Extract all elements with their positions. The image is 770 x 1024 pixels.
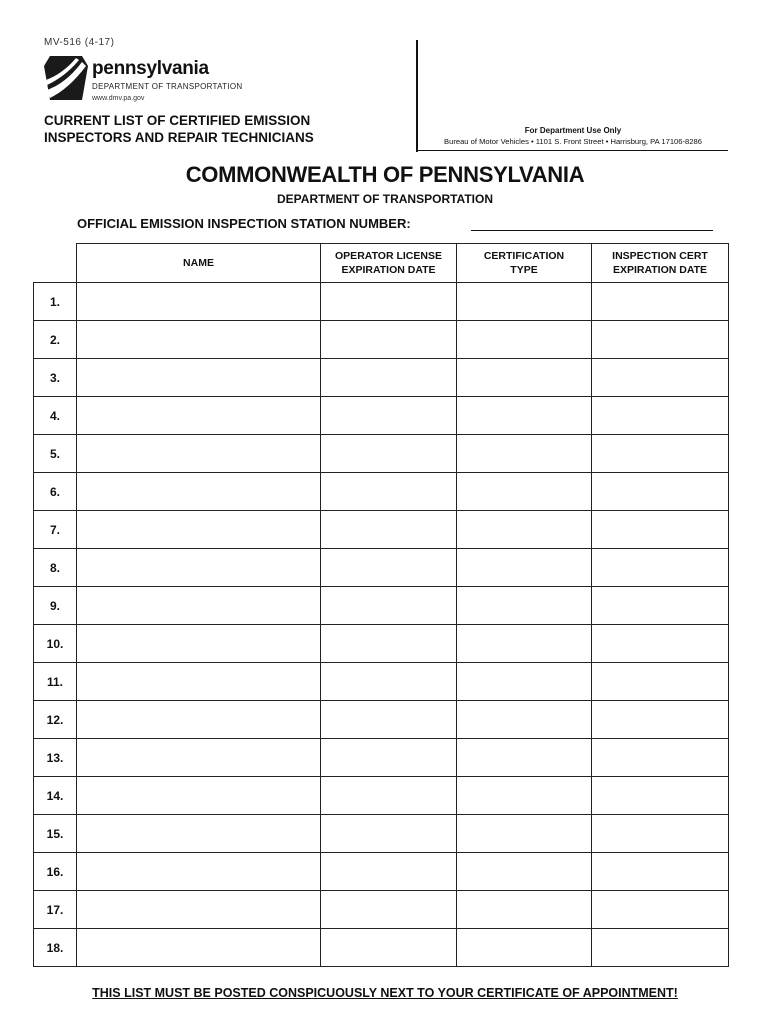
penndot-logo: [44, 56, 244, 106]
page-subtitle: DEPARTMENT OF TRANSPORTATION: [277, 192, 493, 206]
certification-type-cell[interactable]: [457, 739, 592, 777]
table-row: [34, 929, 729, 967]
row-number: 1.: [34, 283, 77, 321]
certification-type-cell[interactable]: [457, 473, 592, 511]
name-cell[interactable]: [77, 701, 321, 739]
table-row: [34, 359, 729, 397]
station-number-label: OFFICIAL EMISSION INSPECTION STATION NUMBER:: [77, 216, 411, 231]
operator-license-cell[interactable]: [321, 739, 457, 777]
inspector-table: [33, 243, 729, 967]
table-row: [34, 549, 729, 587]
certification-type-cell[interactable]: [457, 625, 592, 663]
name-cell[interactable]: [77, 359, 321, 397]
inspection-cert-cell[interactable]: [592, 891, 729, 929]
inspection-cert-cell[interactable]: [592, 815, 729, 853]
operator-license-cell[interactable]: [321, 321, 457, 359]
row-number: 11.: [34, 663, 77, 701]
row-number: 15.: [34, 815, 77, 853]
column-header-name: [77, 244, 321, 283]
department-address: Bureau of Motor Vehicles • 1101 S. Front Street • Harrisburg, PA 17106-8286: [444, 137, 702, 146]
row-number: 5.: [34, 435, 77, 473]
table-row: [34, 283, 729, 321]
certification-type-cell[interactable]: [457, 511, 592, 549]
operator-license-cell[interactable]: [321, 853, 457, 891]
row-number: 12.: [34, 701, 77, 739]
operator-license-cell[interactable]: [321, 549, 457, 587]
table-row: [34, 663, 729, 701]
document-title-line2: INSPECTORS AND REPAIR TECHNICIANS: [44, 130, 314, 145]
certification-type-cell[interactable]: [457, 853, 592, 891]
certification-type-cell[interactable]: [457, 397, 592, 435]
name-cell[interactable]: [77, 587, 321, 625]
station-number-field[interactable]: [471, 230, 713, 231]
row-number: 17.: [34, 891, 77, 929]
name-cell[interactable]: [77, 625, 321, 663]
row-number: 4.: [34, 397, 77, 435]
table-row: [34, 587, 729, 625]
agency-department: DEPARTMENT OF TRANSPORTATION: [92, 82, 243, 91]
inspection-cert-cell[interactable]: [592, 549, 729, 587]
column-header-line2: TYPE: [510, 264, 538, 276]
inspection-cert-cell[interactable]: [592, 777, 729, 815]
inspection-cert-cell[interactable]: [592, 435, 729, 473]
operator-license-cell[interactable]: [321, 511, 457, 549]
row-number: 10.: [34, 625, 77, 663]
column-header-inspection-cert: [592, 244, 729, 283]
table-row: [34, 853, 729, 891]
table-header-row: [34, 244, 729, 283]
agency-url: www.dmv.pa.gov: [92, 95, 145, 102]
certification-type-cell[interactable]: [457, 777, 592, 815]
document-title-line1: CURRENT LIST OF CERTIFIED EMISSION: [44, 113, 311, 128]
inspection-cert-cell[interactable]: [592, 511, 729, 549]
station-number-row: [77, 216, 727, 234]
inspection-cert-cell[interactable]: [592, 359, 729, 397]
certification-type-cell[interactable]: [457, 701, 592, 739]
table-row: [34, 321, 729, 359]
department-use-divider: [416, 40, 418, 152]
row-number: 14.: [34, 777, 77, 815]
certification-type-cell[interactable]: [457, 891, 592, 929]
name-cell[interactable]: [77, 435, 321, 473]
column-header-certification-type: [457, 244, 592, 283]
name-cell[interactable]: [77, 663, 321, 701]
operator-license-cell[interactable]: [321, 473, 457, 511]
operator-license-cell[interactable]: [321, 663, 457, 701]
keystone-icon: [44, 56, 88, 100]
certification-type-cell[interactable]: [457, 435, 592, 473]
agency-brand: pennsylvania: [92, 58, 209, 79]
table-row: [34, 891, 729, 929]
certification-type-cell[interactable]: [457, 359, 592, 397]
row-number: 9.: [34, 587, 77, 625]
certification-type-cell[interactable]: [457, 929, 592, 967]
certification-type-cell[interactable]: [457, 815, 592, 853]
operator-license-cell[interactable]: [321, 815, 457, 853]
name-cell[interactable]: [77, 891, 321, 929]
inspection-cert-cell[interactable]: [592, 473, 729, 511]
column-header-line1: OPERATOR LICENSE: [335, 250, 442, 262]
name-cell[interactable]: [77, 815, 321, 853]
name-cell[interactable]: [77, 473, 321, 511]
table-row: [34, 777, 729, 815]
table-row: [34, 473, 729, 511]
row-number-header: [34, 244, 77, 283]
column-header-line1: NAME: [183, 257, 214, 269]
operator-license-cell[interactable]: [321, 777, 457, 815]
operator-license-cell[interactable]: [321, 587, 457, 625]
table-row: [34, 511, 729, 549]
row-number: 2.: [34, 321, 77, 359]
row-number: 13.: [34, 739, 77, 777]
operator-license-cell[interactable]: [321, 891, 457, 929]
name-cell[interactable]: [77, 853, 321, 891]
department-use-underline: [416, 150, 728, 151]
table-row: [34, 739, 729, 777]
column-header-line2: EXPIRATION DATE: [341, 264, 436, 276]
row-number: 16.: [34, 853, 77, 891]
row-number: 18.: [34, 929, 77, 967]
table-row: [34, 625, 729, 663]
certification-type-cell[interactable]: [457, 549, 592, 587]
column-header-line2: EXPIRATION DATE: [612, 264, 708, 276]
operator-license-cell[interactable]: [321, 283, 457, 321]
operator-license-cell[interactable]: [321, 701, 457, 739]
inspection-cert-cell[interactable]: [592, 587, 729, 625]
certification-type-cell[interactable]: [457, 663, 592, 701]
name-cell[interactable]: [77, 549, 321, 587]
row-number: 8.: [34, 549, 77, 587]
certification-type-cell[interactable]: [457, 587, 592, 625]
operator-license-cell[interactable]: [321, 435, 457, 473]
inspection-cert-cell[interactable]: [592, 663, 729, 701]
name-cell[interactable]: [77, 929, 321, 967]
operator-license-cell[interactable]: [321, 625, 457, 663]
operator-license-cell[interactable]: [321, 359, 457, 397]
row-number: 3.: [34, 359, 77, 397]
row-number: 7.: [34, 511, 77, 549]
name-cell[interactable]: [77, 777, 321, 815]
certification-type-cell[interactable]: [457, 283, 592, 321]
department-use-label: For Department Use Only: [524, 126, 622, 135]
form-number: MV-516 (4-17): [44, 37, 115, 48]
table-row: [34, 435, 729, 473]
inspection-cert-cell[interactable]: [592, 283, 729, 321]
inspection-cert-cell[interactable]: [592, 321, 729, 359]
inspection-cert-cell[interactable]: [592, 739, 729, 777]
table-row: [34, 397, 729, 435]
name-cell[interactable]: [77, 283, 321, 321]
inspection-cert-cell[interactable]: [592, 929, 729, 967]
department-use-box: [420, 126, 726, 146]
inspection-cert-cell[interactable]: [592, 625, 729, 663]
document-title: [44, 112, 314, 146]
inspection-cert-cell[interactable]: [592, 701, 729, 739]
table-row: [34, 815, 729, 853]
operator-license-cell[interactable]: [321, 929, 457, 967]
name-cell[interactable]: [77, 321, 321, 359]
inspection-cert-cell[interactable]: [592, 853, 729, 891]
certification-type-cell[interactable]: [457, 321, 592, 359]
inspection-cert-cell[interactable]: [592, 397, 729, 435]
name-cell[interactable]: [77, 511, 321, 549]
name-cell[interactable]: [77, 397, 321, 435]
posting-notice: THIS LIST MUST BE POSTED CONSPICUOUSLY NEXT TO YOUR CERTIFICATE OF APPOINTMENT!: [92, 986, 678, 1000]
column-header-operator-license: [321, 244, 457, 283]
name-cell[interactable]: [77, 739, 321, 777]
operator-license-cell[interactable]: [321, 397, 457, 435]
page-title: COMMONWEALTH OF PENNSYLVANIA: [185, 162, 585, 187]
column-header-line1: INSPECTION CERT: [612, 250, 708, 262]
table-row: [34, 701, 729, 739]
table-body: [34, 283, 729, 967]
row-number: 6.: [34, 473, 77, 511]
column-header-line1: CERTIFICATION: [483, 250, 565, 262]
